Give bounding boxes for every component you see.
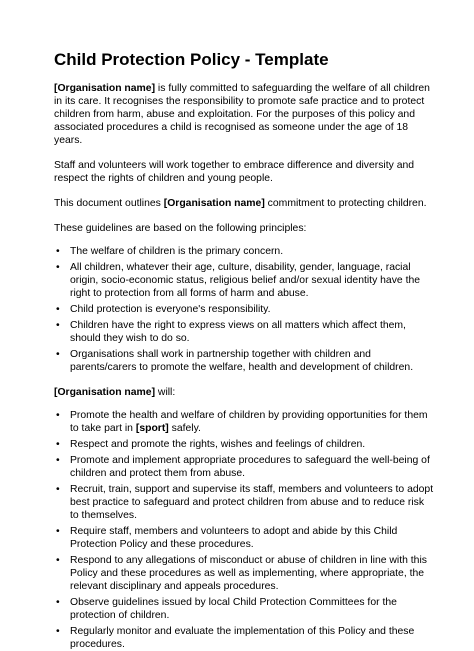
principle-text: Organisations shall work in partnership together with children and parents/carers to promote the welfare, health and development of children. [70, 349, 414, 373]
staff-paragraph: Staff and volunteers will work together to embrace difference and diversity and respect the rights of children and young people. [54, 160, 415, 184]
list-item [54, 438, 434, 451]
list-item [54, 596, 434, 622]
document-title: Child Protection Policy - Template [54, 50, 329, 69]
principle-text: Children have the right to express views on all matters which affect them, should they wish to do so. [70, 320, 406, 344]
bullet-icon: • [56, 484, 60, 495]
list-item [54, 409, 434, 435]
list-item [54, 483, 434, 522]
commitment-text-before: Promote the health and welfare of children by providing opportunities for them to take part in [70, 410, 428, 434]
commitment-text: Recruit, train, support and supervise its staff, members and volunteers to adopt best practice to safeguard and protect children from abuse and to reduce risk to themselves. [70, 484, 434, 521]
commitment-text: Observe guidelines issued by local Child Protection Committees for the protection of children. [70, 597, 397, 621]
bullet-icon: • [56, 262, 60, 273]
commitment-text: Regularly monitor and evaluate the implementation of this Policy and these procedures. [70, 626, 415, 650]
will-heading [54, 386, 434, 399]
bullet-icon: • [56, 320, 60, 331]
will-heading-text: will: [155, 387, 176, 398]
bullet-icon: • [56, 349, 60, 360]
commitment-text: Promote and implement appropriate procedures to safeguard the well-being of children and protect them from abuse. [70, 455, 430, 479]
outline-text-before: This document outlines [54, 198, 164, 209]
commitments-list [54, 409, 434, 651]
bullet-icon: • [56, 455, 60, 466]
list-item [54, 625, 434, 651]
outline-text-after: commitment to protecting children. [264, 198, 427, 209]
list-item [54, 261, 434, 300]
organisation-name-placeholder: [Organisation name] [163, 198, 265, 209]
bullet-icon: • [56, 626, 60, 637]
bullet-icon: • [56, 439, 60, 450]
list-item [54, 454, 434, 480]
outline-paragraph [54, 197, 434, 210]
organisation-name-placeholder: [Organisation name] [54, 387, 156, 398]
bullet-icon: • [56, 304, 60, 315]
principle-text: Child protection is everyone's responsibility. [70, 304, 271, 315]
intro-text: is fully committed to safeguarding the welfare of all children in its care. It recognises the responsibility to promote safe practice and to protect children from harm, abuse and exploitation. For the purposes of this policy and associated procedures a child is recognised as someone under the age of 18 years. [54, 83, 430, 146]
list-item [54, 554, 434, 593]
bullet-icon: • [56, 526, 60, 537]
principle-text: All children, whatever their age, culture, disability, gender, language, racial origin, socio-economic status, religious belief and/or sexual identity have the right to protection from all forms of harm and abuse. [70, 262, 421, 299]
commitment-text: Respect and promote the rights, wishes and feelings of children. [70, 439, 366, 450]
list-item [54, 319, 434, 345]
sport-placeholder: [sport] [135, 423, 169, 434]
bullet-icon: • [56, 410, 60, 421]
principles-intro: These guidelines are based on the following principles: [54, 223, 307, 234]
bullet-icon: • [56, 597, 60, 608]
list-item [54, 303, 434, 316]
bullet-icon: • [56, 555, 60, 566]
commitment-text-after: safely. [168, 423, 201, 434]
list-item [54, 525, 434, 551]
commitment-text: Respond to any allegations of misconduct or abuse of children in line with this Policy and these procedures as well as implementing, where appropriate, the relevant disciplinary and appeals procedures. [70, 555, 427, 592]
bullet-icon: • [56, 246, 60, 257]
intro-paragraph [54, 82, 434, 147]
principles-list [54, 245, 434, 374]
principle-text: The welfare of children is the primary concern. [70, 246, 284, 257]
list-item [54, 245, 434, 258]
organisation-name-placeholder: [Organisation name] [54, 83, 156, 94]
commitment-text: Require staff, members and volunteers to adopt and abide by this Child Protection Policy and these procedures. [70, 526, 398, 550]
list-item [54, 348, 434, 374]
